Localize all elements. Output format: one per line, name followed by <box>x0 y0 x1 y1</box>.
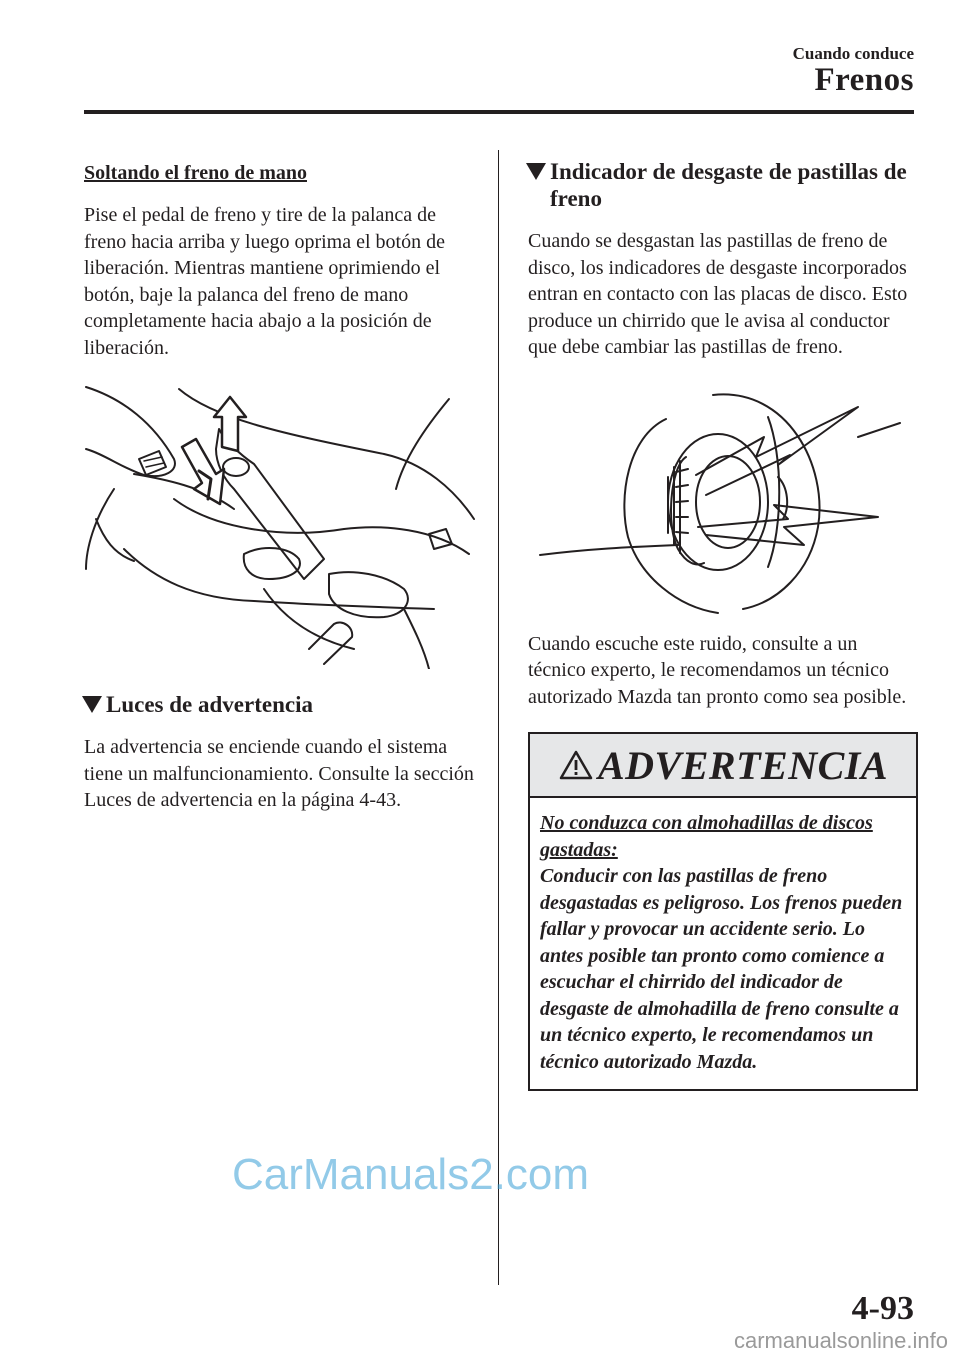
left-column <box>84 158 476 814</box>
warning-triangle-icon <box>558 749 594 781</box>
warning-box <box>528 732 918 1091</box>
brake-pad-wear-paragraph: Cuando se desgastan las pastillas de freno de disco, los indicadores de desgaste incorporados entran en contacto con las placas de disco. Esto produce un chirrido que le avisa al conductor que debe cambiar las pastillas de freno. <box>528 230 908 358</box>
warning-header <box>530 734 916 798</box>
parking-brake-paragraph: Pise el pedal de freno y tire de la palanca de freno hacia arriba y luego oprima el botón de liberación. Mientras mantiene oprimiendo el botón, baje la palanca del freno de mano completamente hacia abajo a la posición de liberación. <box>84 204 445 359</box>
footer-watermark: carmanualsonline.info <box>733 1328 948 1353</box>
section-heading-warning-lights <box>84 691 476 718</box>
brake-pad-wear-illustration <box>528 377 918 617</box>
warning-title: ADVERTENCIA <box>597 742 889 788</box>
triangle-down-icon <box>526 163 546 180</box>
header-title: Frenos <box>814 62 914 98</box>
brake-noise-paragraph: Cuando escuche este ruido, consulte a un técnico experto, le recomendamos un técnico autorizado Mazda tan pronto como sea posible. <box>528 632 907 708</box>
page-number: 4-93 <box>851 1290 914 1327</box>
warning-subtitle: No conduzca con almohadillas de discos gastadas: <box>540 812 873 861</box>
right-column <box>528 158 918 1091</box>
parking-brake-illustration <box>84 379 476 669</box>
triangle-down-icon <box>82 696 102 713</box>
header-rule <box>84 110 914 114</box>
header-section-label: Cuando conduce <box>792 44 914 63</box>
column-divider <box>498 150 499 1285</box>
warning-lights-paragraph: La advertencia se enciende cuando el sistema tiene un malfuncionamiento. Consulte la sección Luces de advertencia en la página 4-43. <box>84 736 474 811</box>
section-heading-brake-pad-wear-text: Indicador de desgaste de pastillas de freno <box>550 159 907 211</box>
section-heading-warning-lights-text: Luces de advertencia <box>106 692 313 717</box>
watermark: CarManuals2.com <box>232 1150 590 1199</box>
section-heading-brake-pad-wear <box>528 158 918 212</box>
warning-text: Conducir con las pastillas de freno desgastadas es peligroso. Los frenos pueden fallar y provocar un accidente serio. Lo antes posible tan pronto como comience a escuchar el chirrido del indicador de desgaste de almohadilla de freno consulte a un técnico experto, le recomendamos un técnico autorizado Mazda. <box>540 865 903 1073</box>
warning-body <box>530 798 916 1089</box>
sub-heading-parking-brake-release: Soltando el freno de mano <box>84 162 307 184</box>
